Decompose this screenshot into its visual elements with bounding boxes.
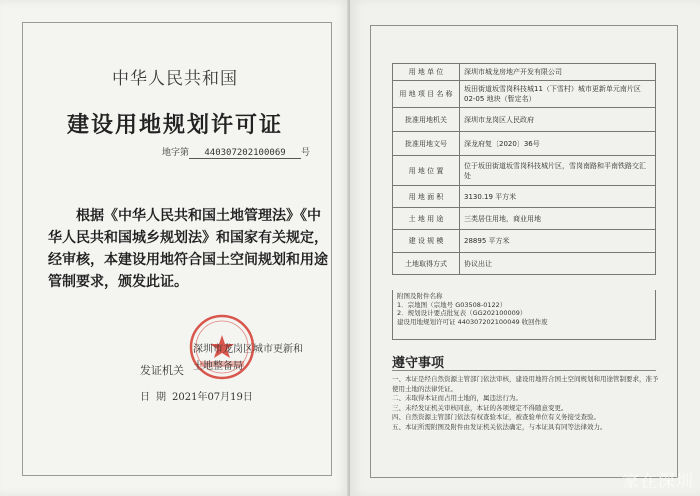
table-row: [393, 253, 656, 275]
table-row: [393, 132, 656, 156]
row-value: 协议出让: [460, 253, 656, 275]
attachment-line: 2．规划设计要点批复表（GG202100009）: [397, 309, 527, 317]
table-row: [393, 156, 656, 186]
country-heading: 中华人民共和国: [112, 69, 238, 89]
certificate-number-row: [162, 145, 310, 159]
table-row: [393, 230, 656, 253]
certificate-number: 440307202100069: [189, 148, 301, 159]
certificate-title: 建设用地规划许可证: [66, 112, 283, 138]
row-label: 批准用地文号: [393, 132, 460, 156]
table-row: [393, 64, 656, 81]
attachments-box: [392, 290, 656, 340]
watermark-text: 家在深圳: [622, 472, 694, 492]
notice-item: 三、未经发证机关审核同意，本证的各项规定不得随意变更。: [392, 403, 568, 412]
row-label: 用 地 位 置: [393, 156, 460, 186]
cert-suffix: 号: [301, 148, 311, 158]
row-value: 深龙府复〔2020〕36号: [460, 132, 656, 156]
row-value: 3130.19 平方米: [460, 186, 656, 208]
table-row: [393, 186, 656, 208]
date-label: 日: [140, 392, 150, 403]
land-info-table: [392, 63, 656, 275]
notice-item: 五、本证所需附图及附件由发证机关依法确定，与本证具有同等法律效力。: [392, 422, 607, 431]
issue-date: 2021年07月19日: [172, 392, 253, 403]
notice-divider: [392, 370, 656, 371]
row-value: 深圳市龙岗区人民政府: [460, 108, 656, 132]
row-label: 用 地 项 目 名 称: [393, 81, 460, 108]
row-label: 批准用地机关: [393, 108, 460, 132]
row-label: 土地取得方式: [393, 253, 460, 275]
table-row: [393, 81, 656, 108]
row-label: 建 设 规 模: [393, 230, 460, 253]
row-value: 坂田街道坂雪岗科技城11（下雪村）城市更新单元南片区 02-05 地块（暂定名）: [460, 81, 656, 108]
certificate-body-text: 根据《中华人民共和国土地管理法》《中华人民共和国城乡规划法》和国家有关规定，经审核，本建设用地符合国土空间规划和用途管制要求，颁发此证。: [48, 208, 328, 290]
cert-prefix: 地字第: [162, 148, 190, 158]
issuer-name: 深圳市龙岗区城市更新和土地整备局: [193, 344, 303, 372]
date-label-2: 期: [156, 392, 166, 403]
notice-list: [392, 375, 660, 432]
attachment-line: 附图及附件名称: [397, 292, 443, 300]
row-value: 三类居住用地，商业用地: [460, 208, 656, 230]
row-value: 28895 平方米: [460, 230, 656, 253]
issue-date-row: [140, 388, 259, 403]
attachment-line: 1．宗地图（宗地号 G03508-0122）: [397, 300, 507, 309]
row-label: 土 地 用 途: [393, 208, 460, 230]
issuer-label: 发证机关: [140, 364, 184, 377]
notice-item: 四、自然资源主管部门依法有权查验本证，被查验单位有义务接受查验。: [392, 413, 600, 421]
row-value: 位于坂田街道坂雪岗科技城片区，雪岗南路和平南铁路交汇处: [460, 156, 656, 186]
table-row: [393, 108, 656, 132]
notice-title: 遵守事项: [392, 356, 445, 371]
attachment-line: 建设用地规划许可证 440307202100049 收回作废: [397, 317, 548, 326]
notice-item: 二、未取得本证而占用土地的，属违法行为。: [392, 394, 522, 402]
row-label: 用 地 单 位: [393, 64, 460, 81]
notice-item: 一、本证是经自然资源主管部门依法审核，建设用地符合国土空间规划和用途管制要求，准予使用土地的法律凭证。: [392, 375, 659, 393]
row-value: 深圳市城龙房地产开发有限公司: [460, 64, 656, 81]
table-row: [393, 208, 656, 230]
row-label: 用 地 面 积: [393, 186, 460, 208]
